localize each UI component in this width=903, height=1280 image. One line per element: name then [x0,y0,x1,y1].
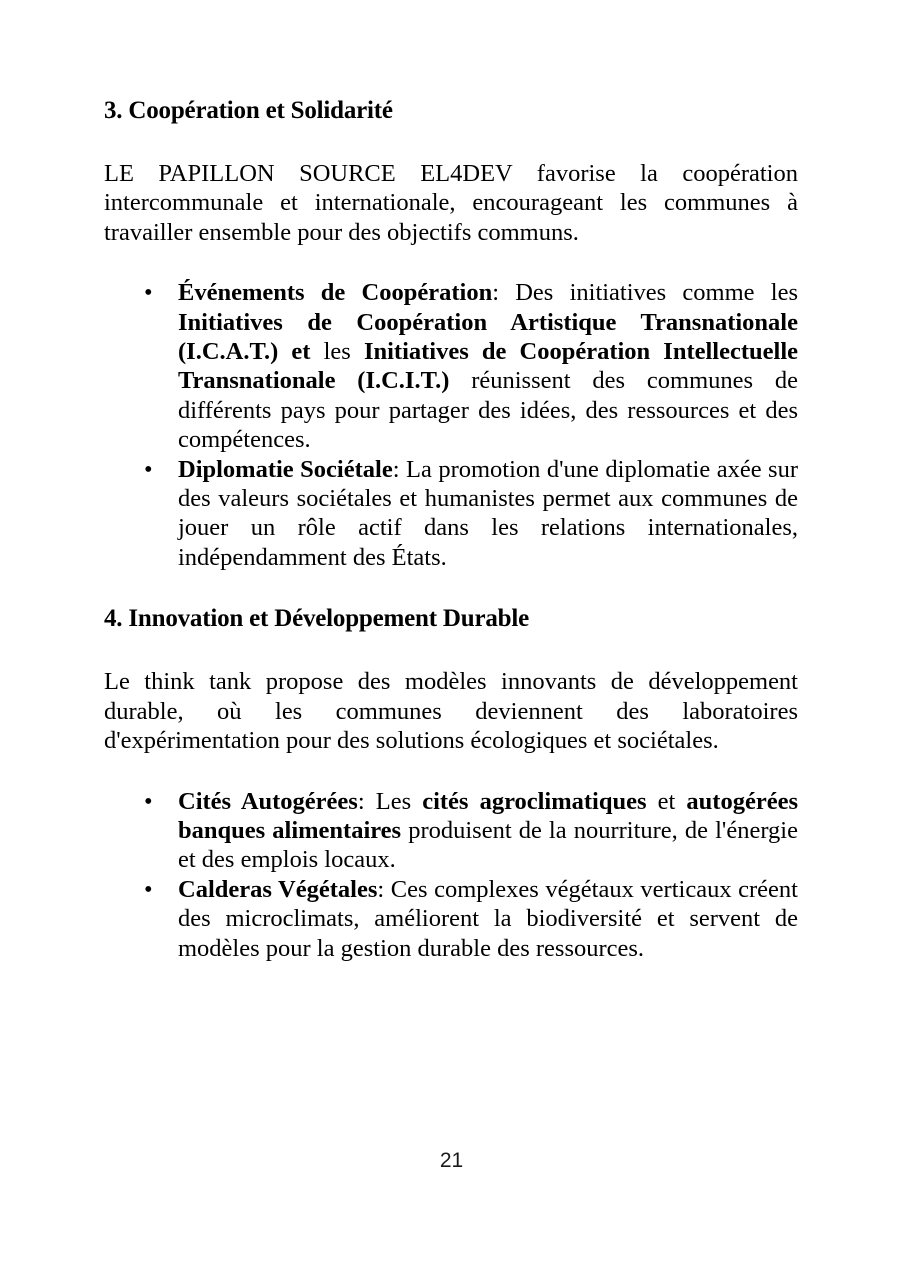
list-item-term: Diplomatie Sociétale [178,455,393,483]
plain-text: : Les [357,787,423,815]
plain-text: : Des initiatives comme les [492,279,798,307]
spacer [104,126,798,159]
list-item [104,455,798,573]
bullet-icon: • [144,875,153,903]
list-item-term: Calderas Végétales [178,875,378,903]
spacer [104,634,798,667]
spacer [104,572,798,604]
spacer [104,756,798,787]
list-item-term: Cités Autogérées [178,787,358,815]
bullet-list-section-4 [104,787,798,963]
section-paragraph-4: Le think tank propose des modèles innovants de développement durable, où les communes deviennent des laboratoires d'expérimentation pour des solutions écologiques et sociétales. [104,668,798,755]
spacer [104,247,798,278]
plain-text: les [310,338,364,366]
bullet-icon: • [144,279,153,307]
list-item-term: Événements de Coopération [178,279,493,307]
bullet-icon: • [144,787,153,815]
page-number: 21 [439,1149,464,1172]
page-content [104,96,798,963]
section-heading-4: 4. Innovation et Développement Durable [104,605,530,633]
bullet-list-section-3 [104,278,798,572]
list-item [104,787,798,875]
plain-text: et [646,787,687,815]
section-heading-3: 3. Coopération et Solidarité [104,97,393,124]
bullet-icon: • [144,455,153,483]
plain-text: réunissent des communes de différents pays pour partager des idées, des ressources et des compétences. [178,367,798,454]
emphasis-text: autogérées banques alimentaires [178,787,798,844]
emphasis-text: cités agroclimatiques [422,787,647,815]
emphasis-text: Initiatives de Coopération Intellectuelle Transnationale (I.C.I.T.) [178,338,799,395]
plain-text: : La promotion d'une diplomatie axée sur des valeurs sociétales et humanistes permet aux communes de jouer un rôle actif dans les relations internationales, indépendamment des États. [178,455,798,571]
section-paragraph-3: LE PAPILLON SOURCE EL4DEV favorise la coopération intercommunale et internationale, encourageant les communes à travailler ensemble pour des objectifs communs. [104,160,798,246]
list-item [104,278,798,454]
list-item [104,875,798,963]
plain-text: : Ces complexes végétaux verticaux créent des microclimats, améliorent la biodiversité et servent de modèles pour la gestion durable des ressources. [178,875,798,962]
emphasis-text: Initiatives de Coopération Artistique Transnationale (I.C.A.T.) et [178,308,798,366]
plain-text: produisent de la nourriture, de l'énergie et des emplois locaux. [178,816,798,874]
